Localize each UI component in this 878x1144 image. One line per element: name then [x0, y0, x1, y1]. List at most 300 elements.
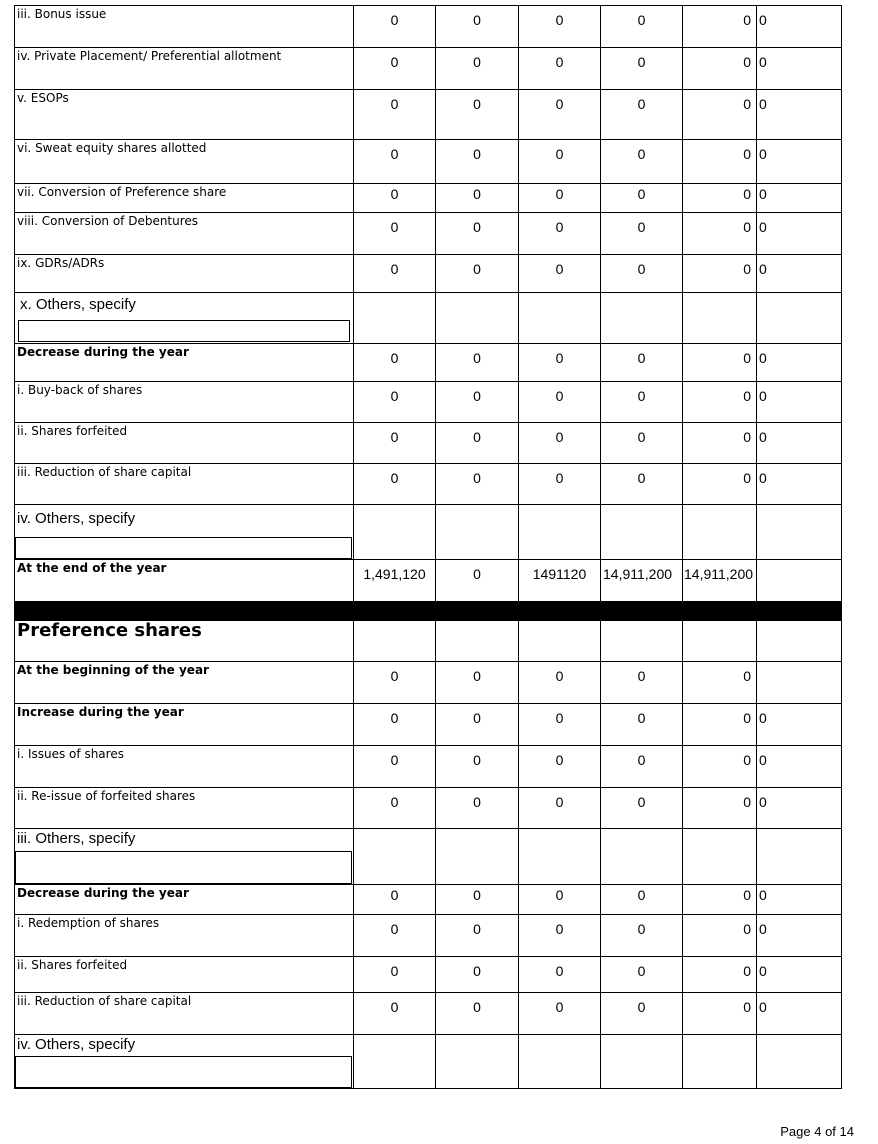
section-heading-cell [15, 621, 354, 662]
value-cell [601, 704, 683, 746]
row-label: ii. Shares forfeited [17, 424, 128, 438]
cell-value: 0 [759, 186, 767, 202]
value-cell [436, 48, 519, 90]
empty-cell [354, 1035, 436, 1089]
row-label: iii. Reduction of share capital [17, 465, 192, 479]
value-cell [683, 6, 757, 48]
value-cell [436, 90, 519, 140]
value-cell [601, 140, 683, 184]
value-cell [354, 704, 436, 746]
table-row [15, 344, 842, 382]
value-cell [519, 704, 601, 746]
empty-cell [436, 505, 519, 560]
table-row [15, 293, 842, 344]
cell-value: 0 [555, 710, 564, 726]
cell-value: 0 [390, 963, 399, 979]
table-row [15, 915, 842, 957]
empty-cell [354, 293, 436, 344]
row-label-cell [15, 344, 354, 382]
value-cell [683, 140, 757, 184]
value-cell [436, 423, 519, 464]
value-cell [436, 788, 519, 829]
cell-value: 0 [743, 186, 751, 202]
row-label: Decrease during the year [17, 345, 189, 359]
table-row [15, 993, 842, 1035]
cell-value: 0 [390, 146, 399, 162]
empty-cell [436, 829, 519, 885]
table-row [15, 90, 842, 140]
value-cell [757, 140, 842, 184]
empty-cell [683, 293, 757, 344]
cell-value: 0 [743, 54, 751, 70]
cell-value: 0 [743, 350, 751, 366]
cell-value: 0 [743, 752, 751, 768]
row-label: Decrease during the year [17, 886, 189, 900]
value-cell [683, 662, 757, 704]
cell-value: 0 [473, 96, 481, 112]
value-cell [601, 255, 683, 293]
empty-cell [757, 293, 842, 344]
row-label-cell [15, 184, 354, 213]
cell-value: 0 [390, 219, 399, 235]
value-cell [683, 885, 757, 915]
cell-value: 0 [555, 261, 564, 277]
value-cell [519, 140, 601, 184]
cell-value: 0 [390, 710, 399, 726]
value-cell [757, 6, 842, 48]
table-row [15, 704, 842, 746]
row-label: At the beginning of the year [17, 663, 209, 677]
cell-value: 0 [637, 12, 646, 28]
value-cell [436, 915, 519, 957]
cell-value: 0 [555, 388, 564, 404]
value-cell [436, 382, 519, 423]
empty-cell [519, 621, 601, 662]
section-divider-bar [15, 602, 842, 621]
row-label-cell [15, 423, 354, 464]
others-specify-input[interactable] [18, 320, 350, 342]
value-cell [436, 464, 519, 505]
table-row [15, 621, 842, 662]
cell-value: 0 [637, 470, 646, 486]
value-cell [436, 6, 519, 48]
value-cell [436, 140, 519, 184]
table-row [15, 140, 842, 184]
cell-value: 0 [555, 429, 564, 445]
value-cell [354, 382, 436, 423]
cell-value: 0 [473, 350, 481, 366]
row-label-cell [15, 885, 354, 915]
cell-value: 1491120 [532, 566, 587, 582]
value-cell [601, 788, 683, 829]
cell-value: 0 [743, 710, 751, 726]
cell-value: 0 [473, 261, 481, 277]
value-cell [601, 344, 683, 382]
cell-value: 0 [637, 146, 646, 162]
row-label-cell [15, 1035, 354, 1089]
empty-cell [519, 505, 601, 560]
cell-value: 0 [759, 752, 767, 768]
cell-value: 0 [759, 54, 767, 70]
value-cell [354, 560, 436, 602]
table-row [15, 885, 842, 915]
cell-value: 0 [743, 999, 751, 1015]
value-cell [519, 993, 601, 1035]
value-cell [683, 184, 757, 213]
cell-value: 0 [555, 12, 564, 28]
cell-value: 0 [473, 752, 481, 768]
value-cell [354, 957, 436, 993]
cell-value: 0 [390, 350, 399, 366]
value-cell [757, 662, 842, 704]
value-cell [354, 423, 436, 464]
value-cell [757, 993, 842, 1035]
value-cell [354, 48, 436, 90]
value-cell [436, 560, 519, 602]
value-cell [757, 464, 842, 505]
cell-value: 0 [637, 429, 646, 445]
share-capital-table [14, 5, 842, 1089]
value-cell [519, 90, 601, 140]
value-cell [601, 885, 683, 915]
table-row [15, 213, 842, 255]
row-label: i. Issues of shares [17, 747, 124, 761]
value-cell [354, 213, 436, 255]
cell-value: 0 [473, 429, 481, 445]
row-label: iv. Private Placement/ Preferential allotment [17, 49, 282, 63]
value-cell [436, 746, 519, 788]
table-row [15, 464, 842, 505]
value-cell [601, 213, 683, 255]
cell-value: 0 [555, 186, 564, 202]
row-label-cell [15, 255, 354, 293]
cell-value: 0 [743, 887, 751, 903]
value-cell [683, 915, 757, 957]
value-cell [519, 255, 601, 293]
cell-value: 0 [390, 668, 399, 684]
cell-value: 0 [555, 752, 564, 768]
value-cell [757, 184, 842, 213]
row-label: iii. Others, specify [17, 830, 136, 847]
row-label-cell [15, 90, 354, 140]
cell-value: 0 [637, 219, 646, 235]
value-cell [519, 788, 601, 829]
row-label-cell [15, 993, 354, 1035]
row-label-cell [15, 746, 354, 788]
page-number: Page 4 of 14 [780, 1124, 854, 1139]
cell-value: 14,911,200 [603, 566, 673, 582]
empty-cell [757, 1035, 842, 1089]
row-label-cell [15, 382, 354, 423]
value-cell [683, 90, 757, 140]
cell-value: 0 [390, 261, 399, 277]
value-cell [436, 993, 519, 1035]
cell-value: 0 [637, 261, 646, 277]
cell-value: 0 [759, 146, 767, 162]
row-label-cell [15, 662, 354, 704]
row-label-cell [15, 6, 354, 48]
value-cell [757, 382, 842, 423]
table-row [15, 48, 842, 90]
row-label-cell [15, 560, 354, 602]
empty-cell [757, 829, 842, 885]
cell-value: 0 [473, 470, 481, 486]
empty-cell [601, 829, 683, 885]
row-label-cell [15, 48, 354, 90]
empty-cell [683, 621, 757, 662]
cell-value: 0 [743, 429, 751, 445]
value-cell [757, 885, 842, 915]
cell-value: 0 [743, 668, 751, 684]
cell-value: 0 [637, 388, 646, 404]
value-cell [683, 48, 757, 90]
cell-value: 0 [743, 963, 751, 979]
table-row [15, 788, 842, 829]
value-cell [354, 184, 436, 213]
value-cell [519, 382, 601, 423]
value-cell [519, 464, 601, 505]
value-cell [757, 423, 842, 464]
empty-cell [601, 505, 683, 560]
value-cell [354, 344, 436, 382]
cell-value: 0 [473, 146, 481, 162]
row-label: iv. Others, specify [17, 1036, 136, 1053]
row-label-cell [15, 957, 354, 993]
empty-cell [436, 293, 519, 344]
cell-value: 0 [759, 219, 767, 235]
value-cell [519, 6, 601, 48]
row-label-cell [15, 829, 354, 885]
value-cell [354, 6, 436, 48]
cell-value: 0 [759, 12, 767, 28]
cell-value: 0 [759, 921, 767, 937]
cell-value: 0 [637, 710, 646, 726]
table-row [15, 382, 842, 423]
cell-value: 0 [473, 668, 481, 684]
cell-value: 0 [637, 999, 646, 1015]
value-cell [601, 915, 683, 957]
empty-cell [601, 1035, 683, 1089]
cell-value: 0 [555, 219, 564, 235]
table-row [15, 662, 842, 704]
empty-cell [436, 621, 519, 662]
cell-value: 0 [743, 921, 751, 937]
row-label: ii. Shares forfeited [17, 958, 128, 972]
cell-value: 0 [743, 96, 751, 112]
value-cell [354, 662, 436, 704]
value-cell [436, 255, 519, 293]
row-label: viii. Conversion of Debentures [17, 214, 199, 228]
row-label: iv. Others, specify [17, 510, 136, 527]
cell-value: 0 [473, 54, 481, 70]
value-cell [436, 885, 519, 915]
row-label-cell [15, 505, 354, 560]
empty-cell [519, 293, 601, 344]
empty-cell [757, 505, 842, 560]
cell-value: 0 [555, 887, 564, 903]
value-cell [519, 885, 601, 915]
cell-value: 0 [743, 219, 751, 235]
cell-value: 0 [637, 752, 646, 768]
cell-value: 0 [637, 794, 646, 810]
row-label-cell [15, 140, 354, 184]
cell-value: 14,911,200 [684, 566, 754, 582]
row-label-cell [15, 464, 354, 505]
cell-value: 0 [473, 794, 481, 810]
share-capital-table-wrapper [14, 5, 841, 1089]
cell-value: 0 [759, 999, 767, 1015]
table-row [15, 505, 842, 560]
cell-value: 0 [390, 470, 399, 486]
value-cell [519, 662, 601, 704]
value-cell [683, 957, 757, 993]
empty-cell [354, 829, 436, 885]
value-cell [757, 560, 842, 602]
row-label: iii. Bonus issue [17, 7, 107, 21]
cell-value: 0 [759, 963, 767, 979]
value-cell [519, 213, 601, 255]
value-cell [757, 915, 842, 957]
cell-value: 0 [637, 668, 646, 684]
others-specify-input[interactable] [15, 537, 352, 559]
value-cell [601, 48, 683, 90]
cell-value: 0 [637, 96, 646, 112]
others-specify-input[interactable] [15, 851, 352, 884]
row-label-cell [15, 915, 354, 957]
value-cell [683, 344, 757, 382]
cell-value: 0 [637, 921, 646, 937]
table-row [15, 255, 842, 293]
value-cell [354, 993, 436, 1035]
value-cell [757, 255, 842, 293]
empty-cell [601, 293, 683, 344]
cell-value: 0 [759, 350, 767, 366]
value-cell [683, 255, 757, 293]
cell-value: 0 [390, 12, 399, 28]
cell-value: 1,491,120 [363, 566, 426, 582]
value-cell [354, 464, 436, 505]
cell-value: 0 [555, 54, 564, 70]
empty-cell [683, 505, 757, 560]
cell-value: 0 [555, 350, 564, 366]
cell-value: 0 [555, 146, 564, 162]
cell-value: 0 [743, 794, 751, 810]
cell-value: 0 [390, 887, 399, 903]
others-specify-input[interactable] [15, 1056, 352, 1088]
empty-cell [683, 1035, 757, 1089]
empty-cell [683, 829, 757, 885]
cell-value: 0 [759, 794, 767, 810]
value-cell [354, 255, 436, 293]
value-cell [683, 746, 757, 788]
cell-value: 0 [555, 794, 564, 810]
value-cell [757, 746, 842, 788]
value-cell [683, 423, 757, 464]
cell-value: 0 [473, 963, 481, 979]
cell-value: 0 [473, 186, 481, 202]
cell-value: 0 [390, 54, 399, 70]
value-cell [683, 464, 757, 505]
cell-value: 0 [390, 186, 399, 202]
cell-value: 0 [390, 96, 399, 112]
cell-value: 0 [555, 668, 564, 684]
cell-value: 0 [473, 12, 481, 28]
row-label: At the end of the year [17, 561, 167, 575]
value-cell [601, 423, 683, 464]
cell-value: 0 [390, 752, 399, 768]
table-row [15, 6, 842, 48]
table-row [15, 560, 842, 602]
cell-value: 0 [390, 794, 399, 810]
value-cell [683, 213, 757, 255]
value-cell [354, 915, 436, 957]
cell-value: 0 [473, 999, 481, 1015]
table-row [15, 746, 842, 788]
value-cell [436, 957, 519, 993]
cell-value: 0 [390, 999, 399, 1015]
value-cell [436, 662, 519, 704]
value-cell [601, 993, 683, 1035]
cell-value: 0 [555, 963, 564, 979]
value-cell [519, 184, 601, 213]
cell-value: 0 [555, 921, 564, 937]
value-cell [354, 90, 436, 140]
cell-value: 0 [743, 261, 751, 277]
empty-cell [757, 621, 842, 662]
cell-value: 0 [473, 921, 481, 937]
value-cell [601, 957, 683, 993]
cell-value: 0 [759, 710, 767, 726]
empty-cell [354, 621, 436, 662]
value-cell [601, 662, 683, 704]
table-row [15, 829, 842, 885]
section-heading: Preference shares [17, 620, 202, 641]
value-cell [354, 140, 436, 184]
cell-value: 0 [473, 219, 481, 235]
value-cell [354, 788, 436, 829]
cell-value: 0 [743, 388, 751, 404]
cell-value: 0 [555, 96, 564, 112]
row-label-cell [15, 213, 354, 255]
table-row [15, 184, 842, 213]
row-label: Increase during the year [17, 705, 184, 719]
value-cell [519, 48, 601, 90]
cell-value [757, 560, 841, 566]
value-cell [683, 382, 757, 423]
cell-value: 0 [743, 146, 751, 162]
cell-value [757, 662, 841, 668]
cell-value: 0 [743, 470, 751, 486]
value-cell [601, 560, 683, 602]
row-label: v. ESOPs [17, 91, 69, 105]
cell-value: 0 [390, 388, 399, 404]
cell-value: 0 [473, 887, 481, 903]
value-cell [519, 746, 601, 788]
empty-cell [436, 1035, 519, 1089]
cell-value: 0 [555, 999, 564, 1015]
cell-value: 0 [759, 261, 767, 277]
row-label: i. Redemption of shares [17, 916, 160, 930]
value-cell [436, 184, 519, 213]
table-row [15, 957, 842, 993]
value-cell [601, 746, 683, 788]
value-cell [683, 704, 757, 746]
value-cell [601, 184, 683, 213]
value-cell [436, 213, 519, 255]
value-cell [683, 560, 757, 602]
cell-value: 0 [637, 350, 646, 366]
table-row [15, 1035, 842, 1089]
